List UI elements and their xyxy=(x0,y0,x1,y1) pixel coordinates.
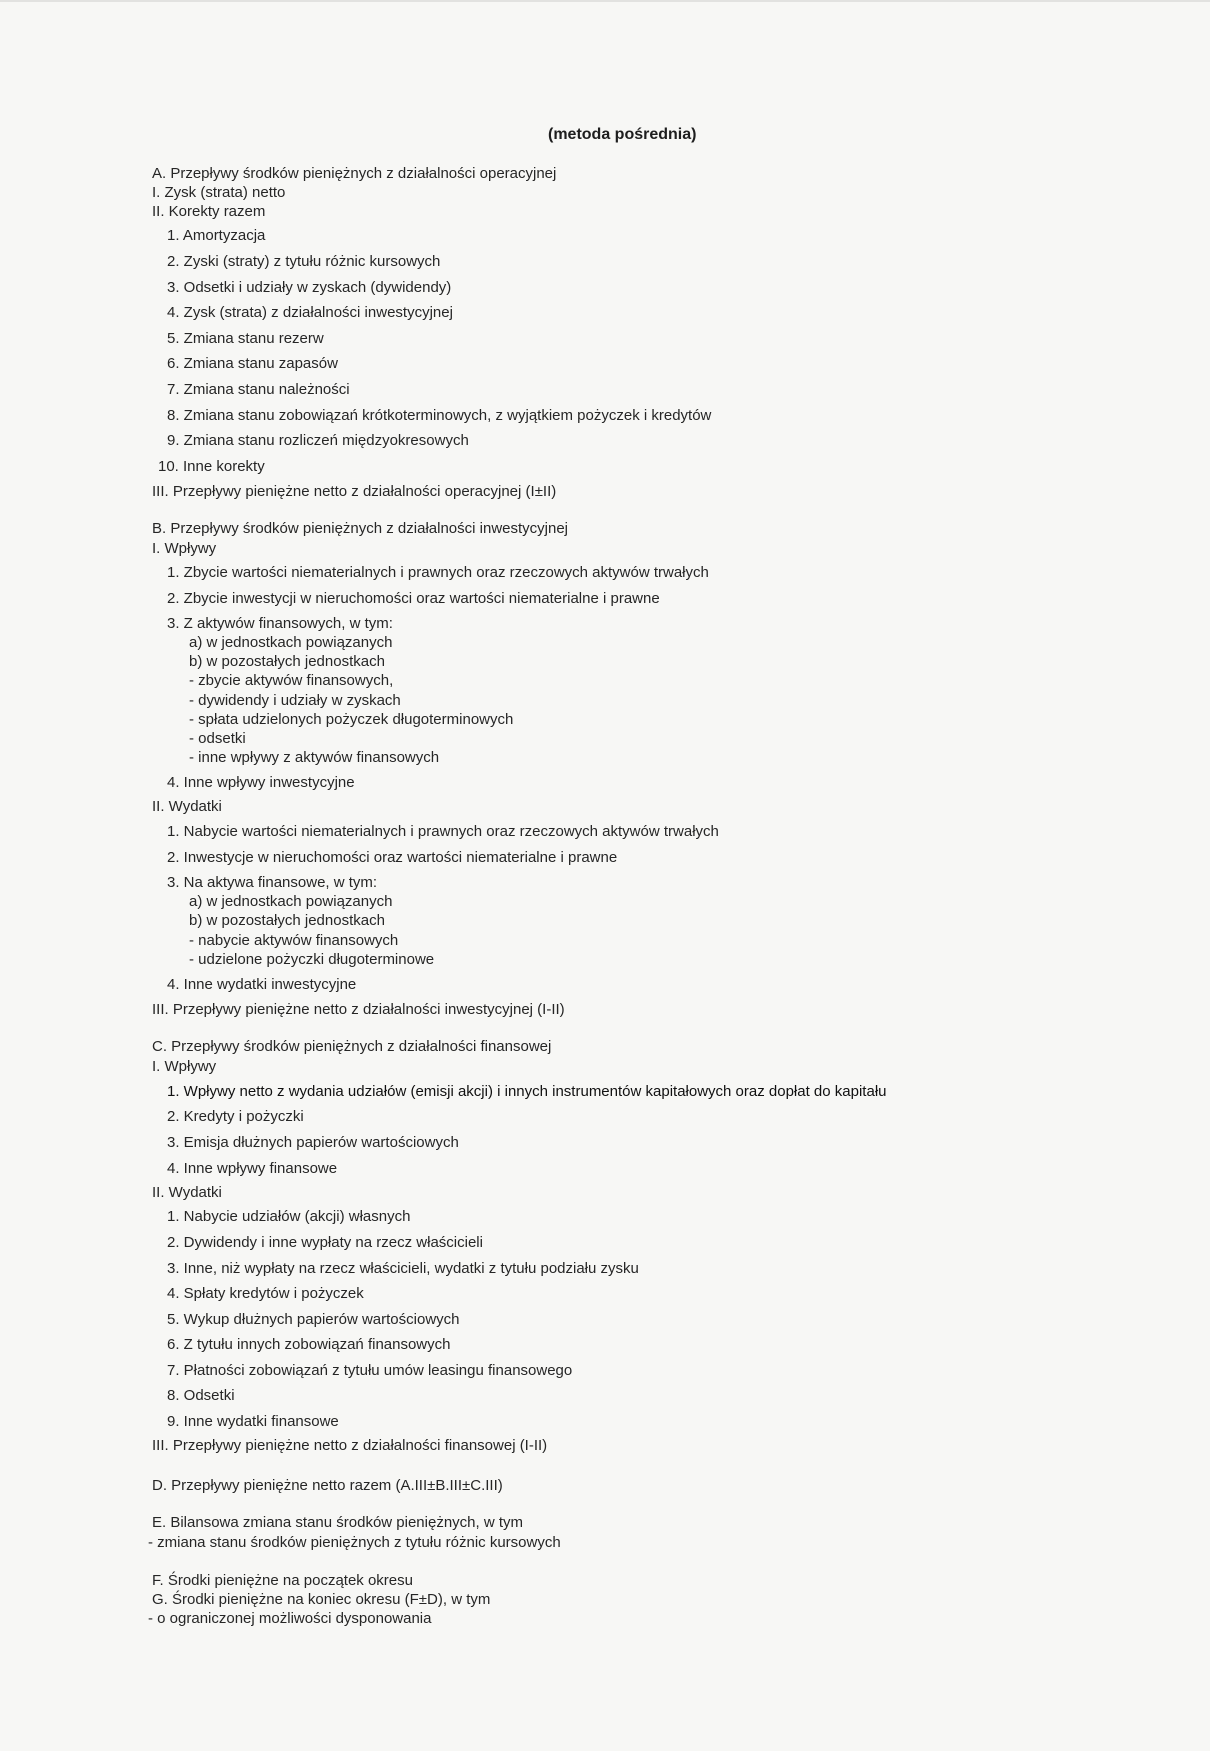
list-item: 4. Inne wpływy inwestycyjne xyxy=(167,774,355,791)
scan-edge xyxy=(0,0,1210,2)
section-c-heading: C. Przepływy środków pieniężnych z działalności finansowej xyxy=(152,1038,552,1055)
list-item: 8. Odsetki xyxy=(167,1387,235,1404)
section-g-line: G. Środki pieniężne na koniec okresu (F±D), w tym xyxy=(152,1591,491,1608)
list-item: 2. Zyski (straty) z tytułu różnic kursowych xyxy=(167,253,441,270)
section-e-sub: - zmiana stanu środków pieniężnych z tytułu różnic kursowych xyxy=(148,1534,561,1551)
sub-item: - inne wpływy z aktywów finansowych xyxy=(189,749,440,766)
list-item: 3. Z aktywów finansowych, w tym: xyxy=(167,615,393,632)
list-item: 3. Emisja dłużnych papierów wartościowych xyxy=(167,1134,459,1151)
list-item: 2. Dywidendy i inne wypłaty na rzecz właścicieli xyxy=(167,1234,483,1251)
list-item: 1. Nabycie wartości niematerialnych i prawnych oraz rzeczowych aktywów trwałych xyxy=(167,823,719,840)
section-g-sub: - o ograniczonej możliwości dysponowania xyxy=(148,1610,432,1627)
list-item: 2. Kredyty i pożyczki xyxy=(167,1108,304,1125)
list-item: 1. Wpływy netto z wydania udziałów (emisji akcji) i innych instrumentów kapitałowych oraz dopłat do kapitału xyxy=(167,1083,887,1100)
section-b-iii: III. Przepływy pieniężne netto z działalności inwestycyjnej (I-II) xyxy=(152,1001,565,1018)
list-item: 5. Wykup dłużnych papierów wartościowych xyxy=(167,1311,460,1328)
page-title: (metoda pośrednia) xyxy=(548,126,697,143)
sub-item: a) w jednostkach powiązanych xyxy=(189,893,393,910)
list-item: 7. Zmiana stanu należności xyxy=(167,381,350,398)
list-item: 8. Zmiana stanu zobowiązań krótkoterminowych, z wyjątkiem pożyczek i kredytów xyxy=(167,407,712,424)
list-item: 10. Inne korekty xyxy=(158,458,265,475)
sub-item: b) w pozostałych jednostkach xyxy=(189,912,385,929)
section-a-ii: II. Korekty razem xyxy=(152,203,266,220)
list-item: 7. Płatności zobowiązań z tytułu umów leasingu finansowego xyxy=(167,1362,573,1379)
sub-item: - odsetki xyxy=(189,730,246,747)
list-item: 3. Na aktywa finansowe, w tym: xyxy=(167,874,378,891)
sub-item: - spłata udzielonych pożyczek długoterminowych xyxy=(189,711,514,728)
list-item: 6. Zmiana stanu zapasów xyxy=(167,355,338,372)
section-b-i: I. Wpływy xyxy=(152,540,217,557)
list-item: 1. Zbycie wartości niematerialnych i prawnych oraz rzeczowych aktywów trwałych xyxy=(167,564,709,581)
sub-item: b) w pozostałych jednostkach xyxy=(189,653,385,670)
section-e-line: E. Bilansowa zmiana stanu środków pieniężnych, w tym xyxy=(152,1514,524,1531)
list-item: 1. Nabycie udziałów (akcji) własnych xyxy=(167,1208,411,1225)
sub-item: - dywidendy i udziały w zyskach xyxy=(189,692,401,709)
section-b-heading: B. Przepływy środków pieniężnych z działalności inwestycyjnej xyxy=(152,520,569,537)
section-a-i: I. Zysk (strata) netto xyxy=(152,184,286,201)
sub-item: - zbycie aktywów finansowych, xyxy=(189,672,394,689)
sub-item: a) w jednostkach powiązanych xyxy=(189,634,393,651)
section-f-line: F. Środki pieniężne na początek okresu xyxy=(152,1572,413,1589)
sub-item: - udzielone pożyczki długoterminowe xyxy=(189,951,435,968)
section-b-ii: II. Wydatki xyxy=(152,798,222,815)
list-item: 4. Inne wpływy finansowe xyxy=(167,1160,338,1177)
list-item: 2. Zbycie inwestycji w nieruchomości oraz wartości niematerialne i prawne xyxy=(167,590,660,607)
list-item: 4. Zysk (strata) z działalności inwestycyjnej xyxy=(167,304,453,321)
section-c-iii: III. Przepływy pieniężne netto z działalności finansowej (I-II) xyxy=(152,1437,548,1454)
list-item: 9. Zmiana stanu rozliczeń międzyokresowych xyxy=(167,432,469,449)
list-item: 2. Inwestycje w nieruchomości oraz wartości niematerialne i prawne xyxy=(167,849,618,866)
section-c-ii: II. Wydatki xyxy=(152,1184,222,1201)
sub-item: - nabycie aktywów finansowych xyxy=(189,932,399,949)
section-d-line: D. Przepływy pieniężne netto razem (A.III±B.III±C.III) xyxy=(152,1477,503,1494)
list-item: 3. Inne, niż wypłaty na rzecz właścicieli, wydatki z tytułu podziału zysku xyxy=(167,1260,639,1277)
section-a-heading: A. Przepływy środków pieniężnych z działalności operacyjnej xyxy=(152,165,557,182)
list-item: 6. Z tytułu innych zobowiązań finansowych xyxy=(167,1336,451,1353)
list-item: 1. Amortyzacja xyxy=(167,227,266,244)
list-item: 3. Odsetki i udziały w zyskach (dywidendy) xyxy=(167,279,452,296)
section-c-i: I. Wpływy xyxy=(152,1058,217,1075)
section-a-iii: III. Przepływy pieniężne netto z działalności operacyjnej (I±II) xyxy=(152,483,557,500)
list-item: 4. Spłaty kredytów i pożyczek xyxy=(167,1285,364,1302)
list-item: 4. Inne wydatki inwestycyjne xyxy=(167,976,357,993)
list-item: 9. Inne wydatki finansowe xyxy=(167,1413,339,1430)
list-item: 5. Zmiana stanu rezerw xyxy=(167,330,324,347)
